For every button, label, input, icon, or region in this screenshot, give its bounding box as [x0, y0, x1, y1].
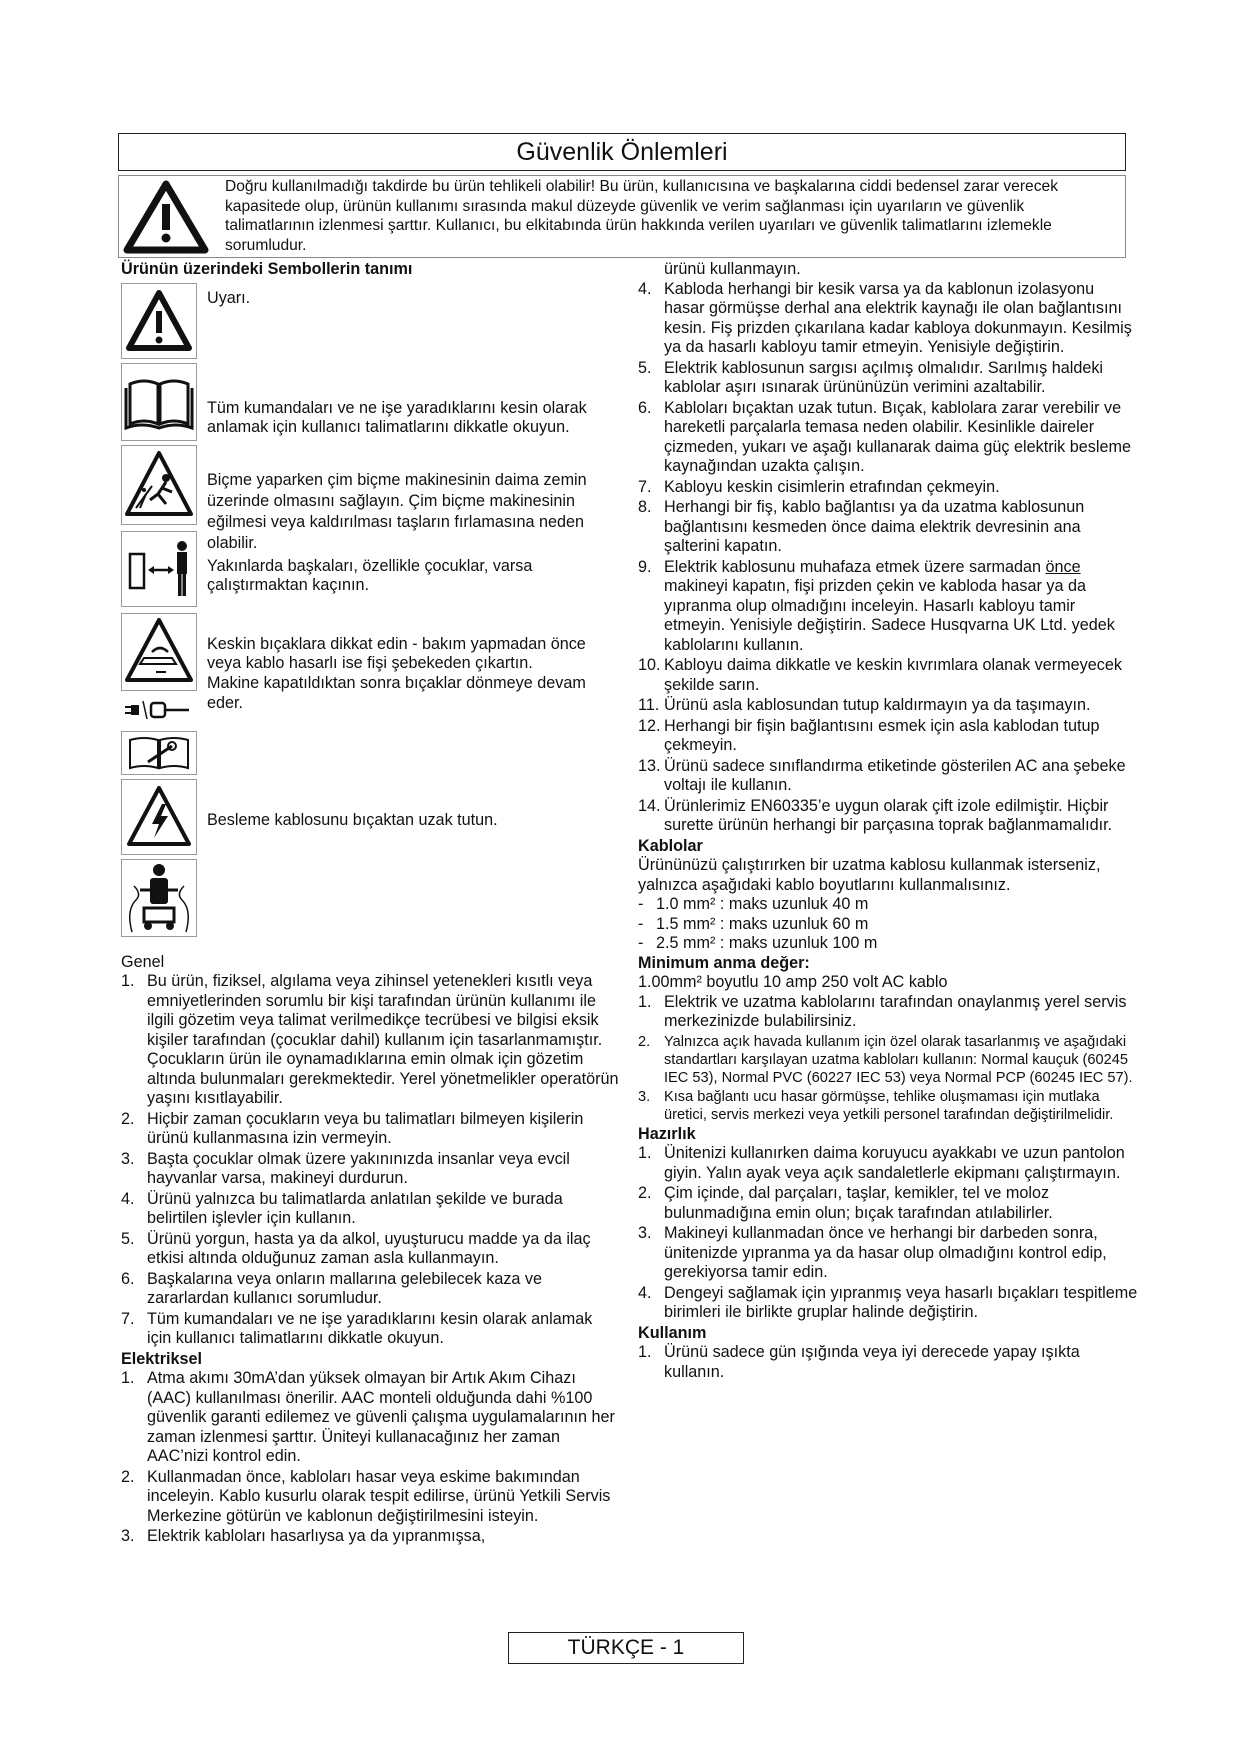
genel-heading: Genel	[121, 952, 165, 971]
elektriksel-list-left	[121, 1369, 621, 1547]
elektriksel-list-right-2	[638, 656, 1138, 836]
list-item: 2. Kullanmadan önce, kabloları hasar veya eskime bakımından inceleyin. Kablo kusurlu olarak tespit edilirse, ürünü Yetkili Servis Merkezine götürün ve kablonun değiştirilmesini isteyin.	[121, 1467, 611, 1525]
kablolar-list	[638, 993, 1138, 1124]
list-item: 3. Kısa bağlantı ucu hasar görmüşse, tehlike oluşmaması için mutlaka üretici, servis merkezi veya yetkili personel tarafından değiştirilmelidir.	[638, 1088, 1114, 1123]
elektriksel-list-right	[638, 280, 1138, 656]
cable-symbol-text: Besleme kablosunu bıçaktan uzak tutun.	[207, 810, 498, 829]
list-item: 2. Hiçbir zaman çocukların veya bu talimatları bilmeyen kişilerin ürünü kullanmasına izin vermeyin.	[121, 1109, 584, 1147]
warning-symbol-icon	[121, 283, 197, 359]
kablolar-heading: Kablolar	[638, 836, 703, 855]
symbols-heading: Ürünün üzerindeki Sembollerin tanımı	[121, 260, 413, 278]
warning-symbol-text: Uyarı.	[207, 288, 251, 307]
page-footer: TÜRKÇE - 1	[508, 1632, 744, 1664]
read-manual-icon	[121, 363, 197, 441]
mowing-symbol-text: Biçme yaparken çim biçme makinesinin daima zemin üzerinde olmasını sağlayın. Çim biçme makinesinin eğilmesi veya kaldırılması taşların fırlamasına neden olabilir.	[207, 470, 587, 552]
list-item: 14. Ürünlerimiz EN60335’e uygun olarak çift izole edilmiştir. Hiçbir surette ürünün herhangi bir parçasına toprak bağlanmamalıdır.	[638, 796, 1113, 834]
list-item: 11. Ürünü asla kablosundan tutup kaldırmayın ya da taşımayın.	[638, 696, 1091, 714]
list-item: 13. Ürünü sadece sınıflandırma etiketinde gösterilen AC ana şebeke voltajı ile kullanın.	[638, 756, 1126, 794]
list-item: 8. Herhangi bir fiş, kablo bağlantısı ya da uzatma kablosunun bağlantısını kesmeden önce daima elektrik devresinin ana şalterini kapatın.	[638, 498, 1085, 555]
list-item: - 1.0 mm² : maks uzunluk 40 m	[638, 895, 869, 913]
minimum-rating-value: 1.00mm² boyutlu 10 amp 250 volt AC kablo	[638, 973, 948, 991]
thrown-objects-icon	[121, 445, 197, 525]
list-item: - 1.5 mm² : maks uzunluk 60 m	[638, 914, 869, 933]
list-item: - 2.5 mm² : maks uzunluk 100 m	[638, 934, 878, 952]
list-item: 3. Elektrik kabloları hasarlıysa ya da yıpranmışsa,	[121, 1527, 486, 1545]
hazirlik-heading: Hazırlık	[638, 1124, 696, 1143]
list-item: 5. Elektrik kablosunun sargısı açılmış olmalıdır. Sarılmış haldeki kablolar aşırı ısınarak ürününüzün verimini azaltabilir.	[638, 358, 1104, 396]
kablolar-intro: Ürününüzü çalıştırırken bir uzatma kablosu kullanmak isterseniz, yalnızca aşağıdaki kablo boyutlarını kullanmalısınız.	[638, 856, 1101, 894]
list-item: 1. Elektrik ve uzatma kablolarını tarafından onaylanmış yerel servis merkezinizde bulabilirsiniz.	[638, 992, 1127, 1030]
read-manual-text: Tüm kumandaları ve ne işe yaradıklarını kesin olarak anlamak için kullanıcı talimatlarını dikkatle okuyun.	[207, 398, 587, 437]
left-column	[121, 260, 621, 1548]
right-column	[638, 260, 1138, 1383]
list-item: 5. Ürünü yorgun, hasta ya da alkol, uyuşturucu madde ya da ilaç etkisi altında olduğunuz zaman asla kullanmayın.	[121, 1229, 591, 1267]
list-item: 10. Kabloyu daima dikkatle ve keskin kıvrımlara olanak vermeyecek şekilde sarın.	[638, 656, 1122, 694]
sharp-blades-text	[207, 635, 607, 714]
electric-hazard-icon	[121, 779, 197, 855]
unplug-icon	[121, 691, 197, 731]
list-item: 2. Çim içinde, dal parçaları, taşlar, kemikler, tel ve moloz bulunmadığına emin olun; bıçak tarafından atılabilirler.	[638, 1184, 1053, 1222]
list-item: 1. Atma akımı 30mA’dan yüksek olmayan bir Artık Akım Cihazı (AAC) kullanılması önerilir. AAC monteli olduğunda dahi %100 güvenlik garanti edilemez ve güvenli çalışma uygulamalarının her zaman izlenmesi şarttır. Üniteyi kullanacağınız her zaman AAC’nizi kontrol edin.	[121, 1369, 615, 1465]
warning-triangle-icon	[121, 178, 211, 255]
symbols-list	[121, 283, 621, 953]
sharp-blades-line2: Makine kapatıldıktan sonra bıçaklar dönmeye devam eder.	[207, 674, 586, 712]
page-title: Güvenlik Önlemleri	[118, 133, 1126, 171]
minimum-rating-heading: Minimum anma değer:	[638, 953, 810, 972]
bystanders-text: Yakınlarda başkaları, özellikle çocuklar, varsa çalıştırmaktan kaçının.	[207, 556, 533, 595]
maintenance-manual-icon	[121, 731, 197, 775]
intro-warning-text: Doğru kullanılmadığı takdirde bu ürün tehlikeli olabilir! Bu ürün, kullanıcısına ve başkalarına ciddi bedensel zarar verecek kapasitede olup, ürünün kullanımı sırasında makul düzeyde güvenlik ve verim sağlanması için uyarıların ve güvenlik talimatlarının izlenmesi şarttır. Kullanıcı, bu elkitabında ürün hakkında verilen uyarıları ve güvenlik talimatlarını izlemekle sorumludur.	[225, 178, 1058, 254]
list-item: 6. Başkalarına veya onların mallarına gelebilecek kaza ve zararlardan kullanıcı sorumludur.	[121, 1269, 543, 1307]
sharp-blades-line1: Keskin bıçaklara dikkat edin - bakım yapmadan önce veya kablo hasarlı ise fişi şebekeden çıkartın.	[207, 634, 586, 673]
hazirlik-list	[638, 1144, 1138, 1323]
list-item: 1. Bu ürün, fiziksel, algılama veya zihinsel yetenekleri kısıtlı veya emniyetlerinden sorumlu bir kişi tarafından ürünün kullanımı ile ilgili gözetim veya talimat verilmedikçe tecrübesi ve bilgisi eksik kişiler tarafından (çocuklar dahil) kullanım için tasarlanmamıştır. Çocukların ürün ile oynamadıklarına emin olmak için gözetim altında bulunmaları gerekmektedir. Yerel yönetmelikler operatörün yaşını kısıtlayabilir.	[121, 972, 619, 1107]
sharp-blades-icon	[121, 613, 197, 691]
elektriksel-item3-continued: ürünü kullanmayın.	[664, 260, 801, 278]
elektriksel-heading: Elektriksel	[121, 1349, 202, 1368]
list-item: 3. Başta çocuklar olmak üzere yakınınızda insanlar veya evcil hayvanlar varsa, makineyi durdurun.	[121, 1149, 570, 1187]
cable-sizes-list	[638, 895, 1138, 954]
kullanim-heading: Kullanım	[638, 1323, 707, 1342]
list-item: 4. Ürünü yalnızca bu talimatlarda anlatılan şekilde ve burada belirtilen işlevler için kullanın.	[121, 1189, 563, 1227]
list-item: 4. Dengeyi sağlamak için yıpranmış veya hasarlı bıçakları tespitleme birimleri ile birlikte gruplar halinde değiştirin.	[638, 1283, 1138, 1321]
list-item: 1. Ünitenizi kullanırken daima koruyucu ayakkabı ve uzun pantolon giyin. Yalın ayak veya açık sandaletlerle ekipmanı çalıştırmayın.	[638, 1144, 1125, 1182]
bystanders-icon	[121, 531, 197, 607]
list-item: 6. Kabloları bıçaktan uzak tutun. Bıçak, kablolara zarar verebilir ve hareketli parçalarla temasa neden olabilir. Kesinlikle daireler çizmeden, yukarı ve aşağı kullanarak daima güç elektrik besleme kaynağından uzakta çalışın.	[638, 398, 1131, 475]
list-item: 12. Herhangi bir fişin bağlantısını esmek için asla kablodan tutup çekmeyin.	[638, 716, 1100, 754]
genel-list	[121, 972, 621, 1349]
list-item: 1. Ürünü sadece gün ışığında veya iyi derecede yapay ışıkta kullanın.	[638, 1343, 1080, 1381]
list-item: 9. Elektrik kablosunu muhafaza etmek üzere sarmadan önce makineyi kapatın, fişi prizden çekin ve kabloda hasar ya da yıpranma olup olmadığını inceleyin. Hasarlı kabloyu tamir etmeyin. Yenisiyle değiştirin. Sadece Husqvarna UK Ltd. yedek kablolarını kullanın.	[638, 557, 1115, 654]
list-item: 3. Makineyi kullanmadan önce ve herhangi bir darbeden sonra, ünitenizde yıpranma ya da hasar olup olmadığını kontrol edip, gerekiyorsa tamir edin.	[638, 1224, 1107, 1281]
intro-warning-box	[118, 175, 1126, 258]
list-item: 2. Yalnızca açık havada kullanım için özel olarak tasarlanmış ve aşağıdaki standartları karşılayan uzatma kabloları kullanın: Normal kauçuk (60245 IEC 53), Normal PVC (60227 IEC 53) veya Normal PCP (60245 IEC 57).	[638, 1033, 1133, 1086]
list-item: 7. Tüm kumandaları ve ne işe yaradıklarını kesin olarak anlamak için kullanıcı talimatlarını dikkatle okuyun.	[121, 1309, 593, 1347]
kullanim-list	[638, 1343, 1138, 1382]
list-item: 7. Kabloyu keskin cisimlerin etrafından çekmeyin.	[638, 477, 1000, 496]
list-item: 4. Kabloda herhangi bir kesik varsa ya da kablonun izolasyonu hasar görmüşse derhal ana elektrik kaynağı ile olan bağlantısını kesin. Fiş prizden çıkarılana kadar kabloya dokunmayın. Kesilmiş ya da hasarlı kabloyu tamir etmeyin. Yenisiyle değiştirin.	[638, 279, 1132, 356]
cable-away-from-blade-icon	[121, 859, 197, 937]
